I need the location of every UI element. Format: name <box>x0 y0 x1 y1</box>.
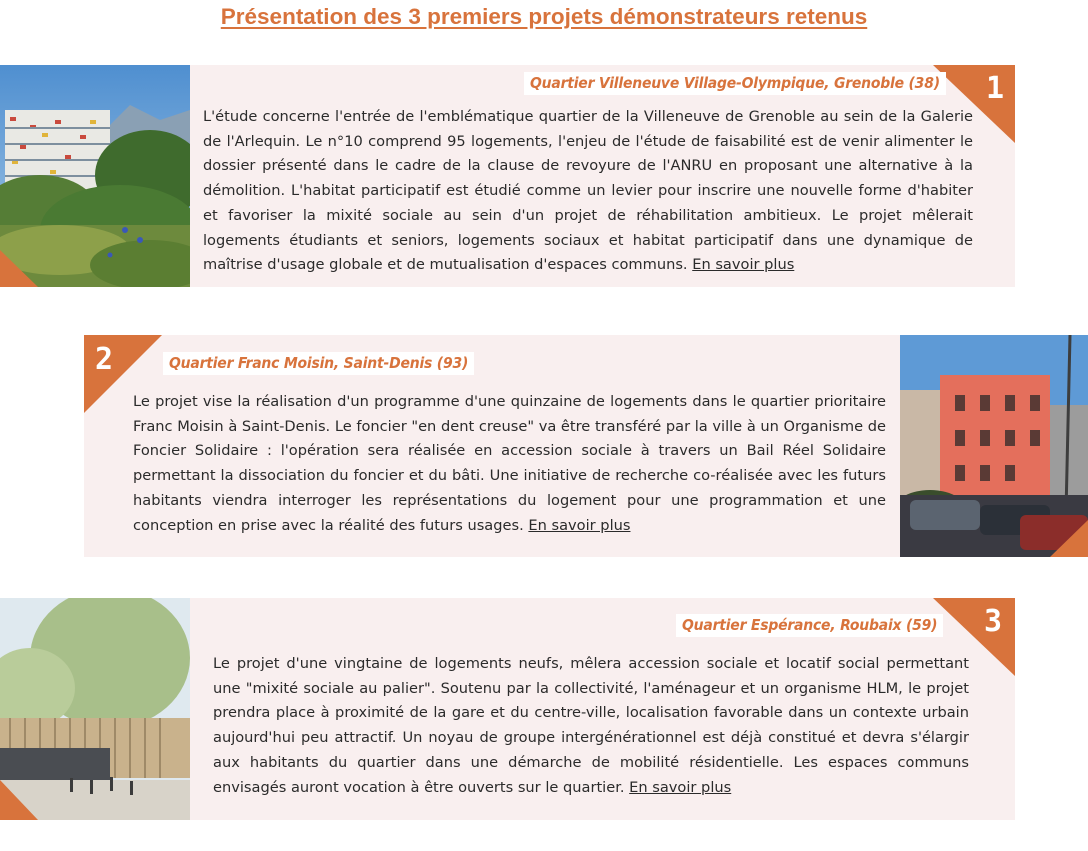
project-description-2: Le projet vise la réalisation d'un programme d'une quinzaine de logements dans le quartier prioritaire Franc Moisin à Saint-Denis. Le foncier "en dent creuse" va être transféré par la ville à un Organisme de Foncier Solidaire : l'opération sera réalisée en accession sociale à travers un Bail Réel Solidaire permettant la dissociation du foncier et du bâti. Une initiative de recherche co-réalisée avec les futurs habitants viendra interroger les représentations du logement pour une programmation et une conception en prise avec la réalité des futurs usages. En savoir plus <box>133 393 886 534</box>
read-more-link-2[interactable]: En savoir plus <box>528 516 631 534</box>
read-more-link-3[interactable]: En savoir plus <box>629 778 732 796</box>
project-photo-saint-denis <box>900 335 1088 557</box>
project-number-1: 1 <box>986 71 1005 106</box>
project-photo-roubaix <box>0 598 190 820</box>
project-number-2: 2 <box>95 342 114 377</box>
project-photo-grenoble <box>0 65 190 287</box>
project-number-3: 3 <box>984 604 1003 639</box>
project-description-3: Le projet d'une vingtaine de logements neufs, mêlera accession sociale et locatif social permettant une "mixité sociale au palier". Soutenu par la collectivité, l'aménageur et un organisme HLM, le projet prendra place à proximité de la gare et du centre-ville, localisation favorable dans un contexte urbain aujourd'hui peu attractif. Un noyau de groupe intergénérationnel est déjà constitué et devra s'élargir aux habitants du quartier dans une démarche de mobilité résidentielle. Les espaces communs envisagés auront vocation à être ouverts sur le quartier. En savoir plus <box>213 655 969 796</box>
page-title: Présentation des 3 premiers projets démonstrateurs retenus <box>220 4 868 29</box>
project-description-1: L'étude concerne l'entrée de l'emblématique quartier de la Villeneuve de Grenoble au sein de la Galerie de l'Arlequin. Le n°10 comprend 95 logements, l'enjeu de l'étude de faisabilité est de venir alimenter le dossier présenté dans le cadre de la clause de revoyure de l'ANRU en proposant une alternative à la démolition. L'habitat participatif est étudié comme un levier pour inscrire une nouvelle forme d'habiter et favoriser la mixité sociale au sein d'un projet de réhabilitation ambitieux. Le projet mêlerait logements étudiants et seniors, logements sociaux et habitat participatif dans une dynamique de maîtrise d'usage globale et de mutualisation d'espaces communs. En savoir plus <box>203 108 973 274</box>
read-more-link-1[interactable]: En savoir plus <box>692 256 795 274</box>
project-title-2: Quartier Franc Moisin, Saint-Denis (93) <box>163 352 474 375</box>
project-title-3: Quartier Espérance, Roubaix (59) <box>676 614 943 637</box>
project-title-1: Quartier Villeneuve Village-Olympique, Grenoble (38) <box>524 72 946 95</box>
